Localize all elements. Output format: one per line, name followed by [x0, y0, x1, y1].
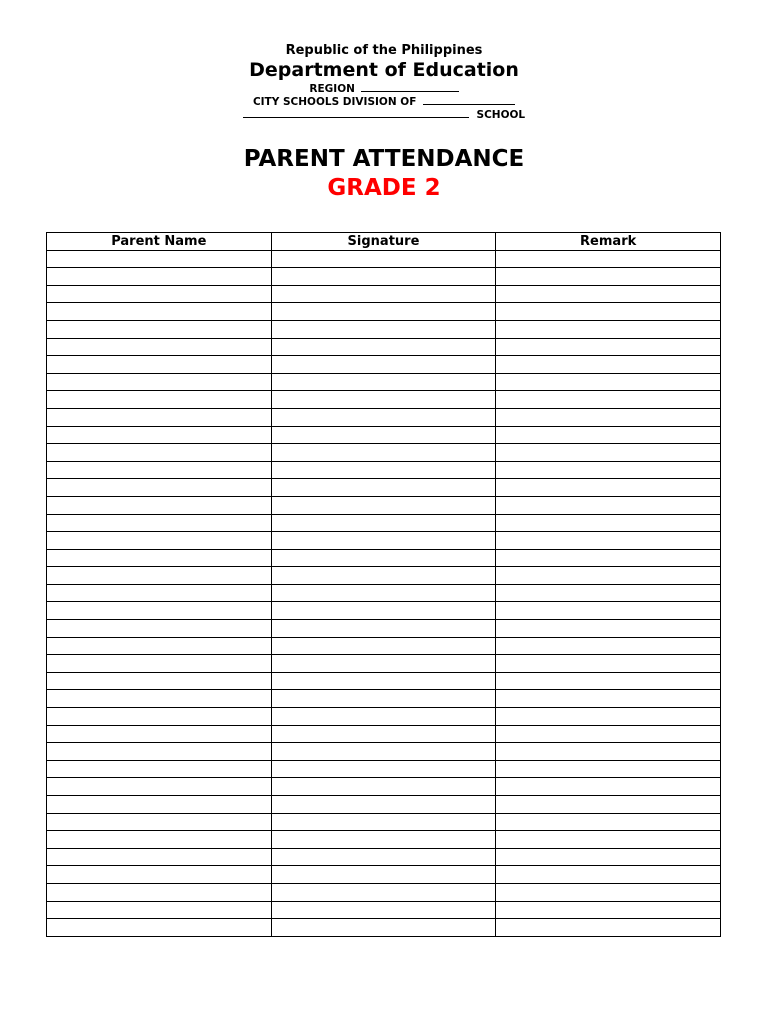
- parent-name-cell[interactable]: [47, 725, 272, 743]
- table-row: [47, 426, 721, 444]
- table-row: [47, 866, 721, 884]
- parent-name-cell[interactable]: [47, 655, 272, 673]
- signature-cell[interactable]: [271, 866, 496, 884]
- remark-cell[interactable]: [496, 479, 721, 497]
- remark-cell[interactable]: [496, 708, 721, 726]
- parent-name-cell[interactable]: [47, 584, 272, 602]
- table-row: [47, 549, 721, 567]
- school-label: SCHOOL: [476, 109, 526, 121]
- table-row: [47, 338, 721, 356]
- remark-cell[interactable]: [496, 338, 721, 356]
- signature-cell[interactable]: [271, 708, 496, 726]
- parent-name-cell[interactable]: [47, 285, 272, 303]
- signature-cell[interactable]: [271, 514, 496, 532]
- table-row: [47, 285, 721, 303]
- parent-name-cell[interactable]: [47, 549, 272, 567]
- remark-cell[interactable]: [496, 848, 721, 866]
- remark-cell[interactable]: [496, 655, 721, 673]
- signature-cell[interactable]: [271, 620, 496, 638]
- table-row: [47, 725, 721, 743]
- department-heading: Department of Education: [249, 59, 519, 81]
- signature-cell[interactable]: [271, 320, 496, 338]
- table-row: [47, 567, 721, 585]
- table-row: [47, 532, 721, 550]
- signature-cell[interactable]: [271, 584, 496, 602]
- parent-name-cell[interactable]: [47, 567, 272, 585]
- table-row: [47, 303, 721, 321]
- parent-name-cell[interactable]: [47, 426, 272, 444]
- page-title: PARENT ATTENDANCE: [243, 146, 525, 172]
- signature-cell[interactable]: [271, 549, 496, 567]
- remark-cell[interactable]: [496, 514, 721, 532]
- column-header-parent-name: Parent Name: [47, 233, 272, 251]
- parent-name-cell[interactable]: [47, 620, 272, 638]
- signature-cell[interactable]: [271, 496, 496, 514]
- signature-cell[interactable]: [271, 444, 496, 462]
- signature-cell[interactable]: [271, 672, 496, 690]
- table-row: [47, 919, 721, 937]
- remark-cell[interactable]: [496, 602, 721, 620]
- remark-cell[interactable]: [496, 444, 721, 462]
- remark-cell[interactable]: [496, 725, 721, 743]
- parent-name-cell[interactable]: [47, 637, 272, 655]
- signature-cell[interactable]: [271, 602, 496, 620]
- table-row: [47, 778, 721, 796]
- parent-name-cell[interactable]: [47, 532, 272, 550]
- division-label: CITY SCHOOLS DIVISION OF: [252, 96, 417, 108]
- parent-name-cell[interactable]: [47, 690, 272, 708]
- signature-cell[interactable]: [271, 725, 496, 743]
- remark-cell[interactable]: [496, 813, 721, 831]
- signature-cell[interactable]: [271, 338, 496, 356]
- table-row: [47, 672, 721, 690]
- remark-cell[interactable]: [496, 532, 721, 550]
- remark-cell[interactable]: [496, 461, 721, 479]
- table-row: [47, 760, 721, 778]
- table-row: [47, 356, 721, 374]
- table-row: [47, 514, 721, 532]
- signature-cell[interactable]: [271, 813, 496, 831]
- parent-name-cell[interactable]: [47, 391, 272, 409]
- remark-cell[interactable]: [496, 549, 721, 567]
- signature-cell[interactable]: [271, 901, 496, 919]
- division-blank: [423, 94, 515, 105]
- remark-cell[interactable]: [496, 584, 721, 602]
- signature-cell[interactable]: [271, 637, 496, 655]
- table-header-row: [47, 233, 721, 251]
- table-row: [47, 637, 721, 655]
- remark-cell[interactable]: [496, 496, 721, 514]
- remark-cell[interactable]: [496, 567, 721, 585]
- school-blank: [243, 107, 469, 118]
- remark-cell[interactable]: [496, 285, 721, 303]
- parent-name-cell[interactable]: [47, 479, 272, 497]
- remark-cell[interactable]: [496, 426, 721, 444]
- parent-name-cell[interactable]: [47, 778, 272, 796]
- signature-cell[interactable]: [271, 408, 496, 426]
- remark-cell[interactable]: [496, 796, 721, 814]
- parent-name-cell[interactable]: [47, 848, 272, 866]
- parent-name-cell[interactable]: [47, 373, 272, 391]
- parent-name-cell[interactable]: [47, 883, 272, 901]
- signature-cell[interactable]: [271, 848, 496, 866]
- parent-name-cell[interactable]: [47, 356, 272, 374]
- parent-name-cell[interactable]: [47, 901, 272, 919]
- table-row: [47, 708, 721, 726]
- table-row: [47, 461, 721, 479]
- signature-cell[interactable]: [271, 883, 496, 901]
- signature-cell[interactable]: [271, 391, 496, 409]
- table-row: [47, 796, 721, 814]
- region-blank: [361, 81, 459, 92]
- remark-cell[interactable]: [496, 268, 721, 286]
- parent-name-cell[interactable]: [47, 743, 272, 761]
- signature-cell[interactable]: [271, 690, 496, 708]
- remark-cell[interactable]: [496, 760, 721, 778]
- parent-name-cell[interactable]: [47, 796, 272, 814]
- signature-cell[interactable]: [271, 479, 496, 497]
- remark-cell[interactable]: [496, 373, 721, 391]
- table-row: [47, 268, 721, 286]
- remark-cell[interactable]: [496, 690, 721, 708]
- signature-cell[interactable]: [271, 655, 496, 673]
- table-row: [47, 479, 721, 497]
- parent-name-cell[interactable]: [47, 338, 272, 356]
- parent-name-cell[interactable]: [47, 268, 272, 286]
- table-row: [47, 250, 721, 268]
- table-row: [47, 496, 721, 514]
- parent-name-cell[interactable]: [47, 408, 272, 426]
- parent-name-cell[interactable]: [47, 831, 272, 849]
- table-row: [47, 444, 721, 462]
- signature-cell[interactable]: [271, 303, 496, 321]
- table-row: [47, 584, 721, 602]
- remark-cell[interactable]: [496, 743, 721, 761]
- parent-name-cell[interactable]: [47, 919, 272, 937]
- parent-name-cell[interactable]: [47, 444, 272, 462]
- remark-cell[interactable]: [496, 637, 721, 655]
- parent-name-cell[interactable]: [47, 461, 272, 479]
- remark-cell[interactable]: [496, 391, 721, 409]
- signature-cell[interactable]: [271, 796, 496, 814]
- signature-cell[interactable]: [271, 426, 496, 444]
- signature-cell[interactable]: [271, 268, 496, 286]
- parent-name-cell[interactable]: [47, 602, 272, 620]
- table-row: [47, 391, 721, 409]
- table-row: [47, 813, 721, 831]
- remark-cell[interactable]: [496, 250, 721, 268]
- attendance-table: [46, 232, 721, 937]
- table-row: [47, 901, 721, 919]
- signature-cell[interactable]: [271, 356, 496, 374]
- remark-cell[interactable]: [496, 672, 721, 690]
- table-row: [47, 655, 721, 673]
- remark-cell[interactable]: [496, 778, 721, 796]
- remark-cell[interactable]: [496, 883, 721, 901]
- remark-cell[interactable]: [496, 303, 721, 321]
- signature-cell[interactable]: [271, 250, 496, 268]
- signature-cell[interactable]: [271, 285, 496, 303]
- parent-name-cell[interactable]: [47, 496, 272, 514]
- table-row: [47, 743, 721, 761]
- signature-cell[interactable]: [271, 760, 496, 778]
- parent-name-cell[interactable]: [47, 866, 272, 884]
- remark-cell[interactable]: [496, 620, 721, 638]
- parent-name-cell[interactable]: [47, 320, 272, 338]
- remark-cell[interactable]: [496, 831, 721, 849]
- remark-cell[interactable]: [496, 356, 721, 374]
- table-row: [47, 831, 721, 849]
- column-header-signature: Signature: [271, 233, 496, 251]
- school-line: [0, 107, 768, 122]
- parent-name-cell[interactable]: [47, 303, 272, 321]
- grade-title: GRADE 2: [327, 175, 441, 201]
- republic-heading: Republic of the Philippines: [285, 43, 483, 58]
- parent-name-cell[interactable]: [47, 760, 272, 778]
- remark-cell[interactable]: [496, 408, 721, 426]
- region-label: REGION: [309, 83, 355, 95]
- parent-name-cell[interactable]: [47, 250, 272, 268]
- table-row: [47, 320, 721, 338]
- signature-cell[interactable]: [271, 831, 496, 849]
- remark-cell[interactable]: [496, 320, 721, 338]
- table-row: [47, 848, 721, 866]
- parent-name-cell[interactable]: [47, 672, 272, 690]
- attendance-rows: [47, 250, 721, 936]
- remark-cell[interactable]: [496, 919, 721, 937]
- signature-cell[interactable]: [271, 778, 496, 796]
- table-row: [47, 620, 721, 638]
- remark-cell[interactable]: [496, 901, 721, 919]
- signature-cell[interactable]: [271, 567, 496, 585]
- parent-name-cell[interactable]: [47, 708, 272, 726]
- table-row: [47, 408, 721, 426]
- signature-cell[interactable]: [271, 373, 496, 391]
- signature-cell[interactable]: [271, 532, 496, 550]
- remark-cell[interactable]: [496, 866, 721, 884]
- parent-name-cell[interactable]: [47, 813, 272, 831]
- signature-cell[interactable]: [271, 919, 496, 937]
- signature-cell[interactable]: [271, 743, 496, 761]
- table-row: [47, 883, 721, 901]
- table-row: [47, 690, 721, 708]
- table-row: [47, 602, 721, 620]
- parent-name-cell[interactable]: [47, 514, 272, 532]
- table-row: [47, 373, 721, 391]
- column-header-remark: Remark: [496, 233, 721, 251]
- signature-cell[interactable]: [271, 461, 496, 479]
